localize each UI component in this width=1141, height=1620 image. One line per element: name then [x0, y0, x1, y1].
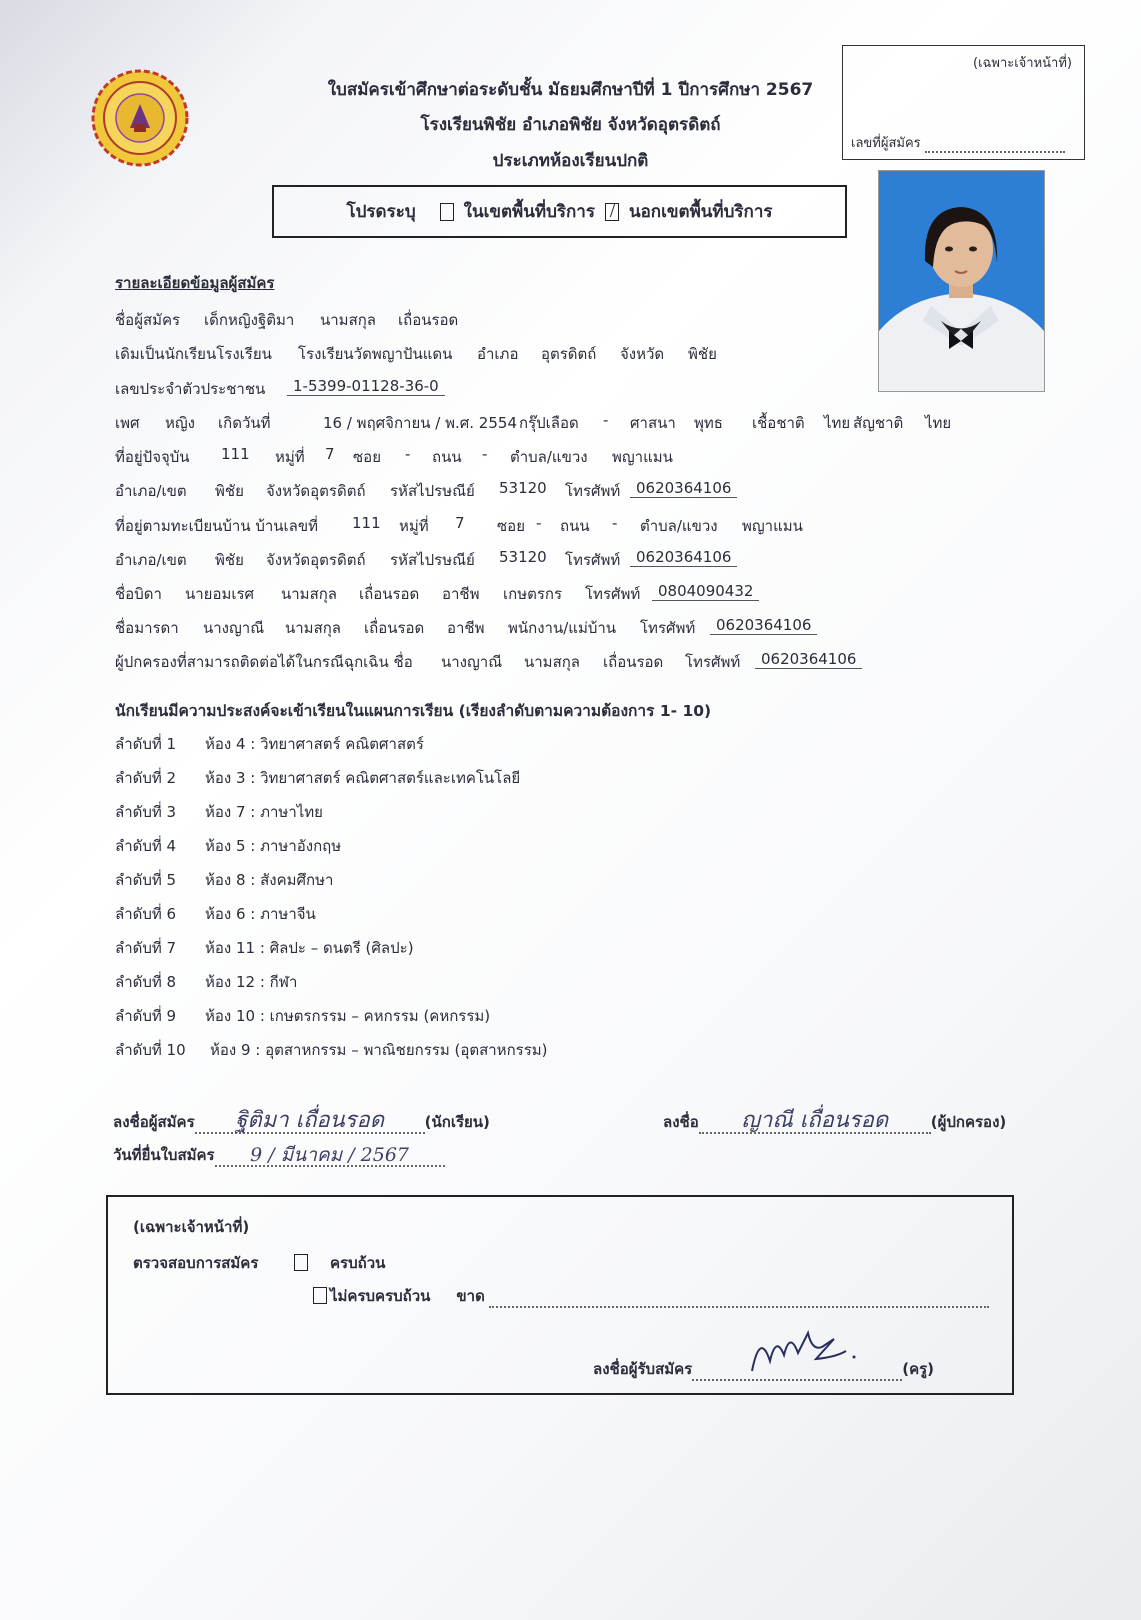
- receiver-signature[interactable]: [692, 1349, 902, 1381]
- guardian-sign-suffix: (ผู้ปกครอง): [930, 1113, 1007, 1131]
- applicant-photo: [878, 170, 1045, 392]
- mother-surname[interactable]: เถื่อนรอด: [364, 619, 425, 637]
- id-label: เลขประจำตัวประชาชน: [115, 380, 266, 398]
- registered-moo-label: หมู่ที่: [399, 517, 429, 535]
- religion-label: ศาสนา: [630, 414, 676, 432]
- guardian-phone[interactable]: 0620364106: [755, 650, 862, 669]
- mother-surname-label: นามสกุล: [285, 619, 341, 637]
- submission-date[interactable]: 9 / มีนาคม / 2567: [215, 1145, 445, 1167]
- pref-room[interactable]: ห้อง 8 : สังคมศึกษา: [205, 871, 334, 889]
- section-title: รายละเอียดข้อมูลผู้สมัคร: [115, 274, 275, 292]
- check-label: ตรวจสอบการสมัคร: [133, 1254, 259, 1272]
- race-label: เชื้อชาติ: [752, 414, 805, 432]
- blood-label: กรุ๊ปเลือด: [519, 414, 579, 432]
- current-road-label: ถนน: [432, 448, 462, 466]
- pref-rank: ลำดับที่ 10: [115, 1041, 186, 1059]
- registered-postcode-label: รหัสไปรษณีย์: [390, 551, 475, 569]
- applicant-signature[interactable]: ฐิติมา เถื่อนรอด: [195, 1110, 425, 1134]
- registered-soi[interactable]: -: [536, 514, 542, 532]
- father-surname[interactable]: เถื่อนรอด: [359, 585, 420, 603]
- officer-only-note: (เฉพาะเจ้าหน้าที่): [973, 56, 1072, 71]
- registered-postcode[interactable]: 53120: [499, 548, 547, 566]
- current-postcode[interactable]: 53120: [499, 479, 547, 497]
- receiver-sign-label: ลงชื่อผู้รับสมัคร: [593, 1360, 693, 1378]
- pref-rank: ลำดับที่ 8: [115, 973, 177, 991]
- surname-value[interactable]: เถื่อนรอด: [398, 311, 459, 329]
- pref-room[interactable]: ห้อง 9 : อุตสาหกรรม – พาณิชยกรรม (อุตสาหกรรม): [210, 1041, 548, 1059]
- current-district[interactable]: พิชัย: [215, 482, 244, 500]
- father-job[interactable]: เกษตรกร: [503, 585, 563, 603]
- father-name[interactable]: นายอมเรศ: [185, 585, 255, 603]
- applicant-sign-suffix: (นักเรียน): [424, 1113, 490, 1131]
- current-phone-label: โทรศัพท์: [565, 482, 621, 500]
- pref-rank: ลำดับที่ 1: [115, 735, 177, 753]
- receiver-signature-scribble: [742, 1321, 862, 1379]
- prev-school-value[interactable]: โรงเรียนวัดพญาปันแดน: [298, 345, 453, 363]
- registered-phone[interactable]: 0620364106: [630, 548, 737, 567]
- officer-only-note: (เฉพาะเจ้าหน้าที่): [133, 1218, 250, 1236]
- registered-district[interactable]: พิชัย: [215, 551, 244, 569]
- id-value[interactable]: 1-5399-01128-36-0: [287, 377, 445, 396]
- pref-rank: ลำดับที่ 4: [115, 837, 177, 855]
- race-value[interactable]: ไทย: [824, 414, 851, 432]
- nationality-value[interactable]: ไทย: [925, 414, 952, 432]
- pref-room[interactable]: ห้อง 4 : วิทยาศาสตร์ คณิตศาสตร์: [205, 735, 424, 753]
- officer-check-box: [106, 1195, 1014, 1395]
- guardian-signature[interactable]: ญาณี เถื่อนรอด: [699, 1110, 931, 1134]
- zone-label: โปรดระบุ: [346, 202, 416, 222]
- pref-rank: ลำดับที่ 7: [115, 939, 177, 957]
- guardian-surname-label: นามสกุล: [524, 653, 580, 671]
- father-phone[interactable]: 0804090432: [652, 582, 759, 601]
- registered-phone-label: โทรศัพท์: [565, 551, 621, 569]
- current-moo-label: หมู่ที่: [275, 448, 305, 466]
- current-soi-label: ซอย: [353, 448, 381, 466]
- religion-value[interactable]: พุทธ: [694, 414, 723, 432]
- prev-province-value[interactable]: พิชัย: [688, 345, 717, 363]
- guardian-phone-label: โทรศัพท์: [685, 653, 741, 671]
- registered-road[interactable]: -: [612, 514, 618, 532]
- father-surname-label: นามสกุล: [281, 585, 337, 603]
- mother-label: ชื่อมารดา: [115, 619, 179, 637]
- applicant-no-label: เลขที่ผู้สมัคร: [851, 136, 921, 151]
- service-zone-box: [272, 185, 847, 238]
- dob-value[interactable]: 16 / พฤศจิกายน / พ.ศ. 2554: [323, 414, 517, 432]
- name-label: ชื่อผู้สมัคร: [115, 311, 181, 329]
- zone-out-label: นอกเขตพื้นที่บริการ: [628, 202, 773, 222]
- blood-value[interactable]: -: [603, 411, 609, 429]
- pref-rank: ลำดับที่ 9: [115, 1007, 177, 1025]
- receiver-sign-suffix: (ครู): [902, 1360, 935, 1378]
- pref-rank: ลำดับที่ 2: [115, 769, 177, 787]
- surname-label: นามสกุล: [320, 311, 376, 329]
- sex-value[interactable]: หญิง: [165, 414, 195, 432]
- pref-room[interactable]: ห้อง 11 : ศิลปะ – ดนตรี (ศิลปะ): [205, 939, 414, 957]
- current-soi[interactable]: -: [405, 445, 411, 463]
- guardian-surname[interactable]: เถื่อนรอด: [603, 653, 664, 671]
- officer-only-box: [842, 45, 1085, 160]
- prev-province-label: จังหวัด: [620, 345, 665, 363]
- complete-checkbox[interactable]: [294, 1254, 308, 1271]
- father-label: ชื่อบิดา: [115, 585, 162, 603]
- mother-job[interactable]: พนักงาน/แม่บ้าน: [508, 619, 617, 637]
- registered-subdistrict-label: ตำบล/แขวง: [640, 517, 718, 535]
- guardian-label: ผู้ปกครองที่สามารถติดต่อได้ในกรณีฉุกเฉิน ชื่อ: [115, 653, 413, 671]
- preferences-title: นักเรียนมีความประสงค์จะเข้าเรียนในแผนการเรียน (เรียงลำดับตามความต้องการ 1- 10): [115, 702, 712, 720]
- pref-rank: ลำดับที่ 3: [115, 803, 177, 821]
- mother-job-label: อาชีพ: [447, 619, 485, 637]
- current-postcode-label: รหัสไปรษณีย์: [390, 482, 475, 500]
- registered-subdistrict[interactable]: พญาแมน: [742, 517, 803, 535]
- zone-in-label: ในเขตพื้นที่บริการ: [463, 202, 595, 222]
- registered-road-label: ถนน: [560, 517, 590, 535]
- registered-province-label: จังหวัด: [266, 551, 311, 569]
- registered-address-label: ที่อยู่ตามทะเบียนบ้าน บ้านเลขที่: [115, 517, 318, 535]
- missing-field[interactable]: [489, 1292, 989, 1308]
- registered-moo[interactable]: 7: [455, 514, 465, 532]
- father-phone-label: โทรศัพท์: [585, 585, 641, 603]
- pref-room[interactable]: ห้อง 3 : วิทยาศาสตร์ คณิตศาสตร์และเทคโนโลยี: [205, 769, 521, 787]
- current-subdistrict-label: ตำบล/แขวง: [510, 448, 588, 466]
- sex-label: เพศ: [115, 414, 140, 432]
- guardian-name[interactable]: นางญาณี: [441, 653, 503, 671]
- dob-label: เกิดวันที่: [218, 414, 271, 432]
- incomplete-checkbox[interactable]: [313, 1287, 327, 1304]
- pref-rank: ลำดับที่ 5: [115, 871, 177, 889]
- complete-label: ครบถ้วน: [330, 1254, 386, 1272]
- pref-room[interactable]: ห้อง 7 : ภาษาไทย: [205, 803, 323, 821]
- applicant-sign-label: ลงชื่อผู้สมัคร: [113, 1113, 195, 1131]
- current-province-label: จังหวัด: [266, 482, 311, 500]
- zone-out-checkbox[interactable]: [605, 203, 619, 221]
- registered-house-no[interactable]: 111: [352, 514, 381, 532]
- father-job-label: อาชีพ: [442, 585, 480, 603]
- pref-rank: ลำดับที่ 6: [115, 905, 177, 923]
- current-road[interactable]: -: [482, 445, 488, 463]
- current-house-no[interactable]: 111: [221, 445, 250, 463]
- missing-label: ขาด: [456, 1287, 485, 1305]
- guardian-sign-label: ลงชื่อ: [663, 1113, 699, 1131]
- current-address-label: ที่อยู่ปัจจุบัน: [115, 448, 190, 466]
- pref-room[interactable]: ห้อง 5 : ภาษาอังกฤษ: [205, 837, 342, 855]
- name-value[interactable]: เด็กหญิงฐิติมา: [204, 311, 295, 329]
- current-district-label: อำเภอ/เขต: [115, 482, 187, 500]
- form-title: ใบสมัครเข้าศึกษาต่อระดับชั้น มัธยมศึกษาปีที่ 1 ปีการศึกษา 2567: [327, 80, 814, 100]
- nationality-label: สัญชาติ: [853, 414, 904, 432]
- prev-district-value[interactable]: อุตรดิตถ์: [541, 345, 597, 363]
- applicant-no-field[interactable]: [925, 151, 1065, 153]
- mother-phone-label: โทรศัพท์: [640, 619, 696, 637]
- pref-room[interactable]: ห้อง 6 : ภาษาจีน: [205, 905, 316, 923]
- incomplete-label: ไม่ครบครบถ้วน: [330, 1287, 431, 1305]
- registered-province[interactable]: อุตรดิตถ์: [310, 551, 366, 569]
- prev-school-label: เดิมเป็นนักเรียนโรงเรียน: [115, 345, 272, 363]
- date-label: วันที่ยื่นใบสมัคร: [113, 1146, 215, 1164]
- zone-in-checkbox[interactable]: [440, 203, 454, 221]
- current-moo[interactable]: 7: [325, 445, 335, 463]
- current-phone[interactable]: 0620364106: [630, 479, 737, 498]
- registered-district-label: อำเภอ/เขต: [115, 551, 187, 569]
- mother-name[interactable]: นางญาณี: [203, 619, 265, 637]
- registered-soi-label: ซอย: [497, 517, 525, 535]
- prev-district-label: อำเภอ: [477, 345, 519, 363]
- class-type-line: ประเภทห้องเรียนปกติ: [492, 151, 649, 171]
- current-province[interactable]: อุตรดิตถ์: [310, 482, 366, 500]
- pref-room[interactable]: ห้อง 12 : กีฬา: [205, 973, 298, 991]
- pref-room[interactable]: ห้อง 10 : เกษตรกรรม – คหกรรม (คหกรรม): [205, 1007, 491, 1025]
- current-subdistrict[interactable]: พญาแมน: [612, 448, 673, 466]
- mother-phone[interactable]: 0620364106: [710, 616, 817, 635]
- school-line: โรงเรียนพิชัย อำเภอพิชัย จังหวัดอุตรดิตถ์: [420, 115, 721, 135]
